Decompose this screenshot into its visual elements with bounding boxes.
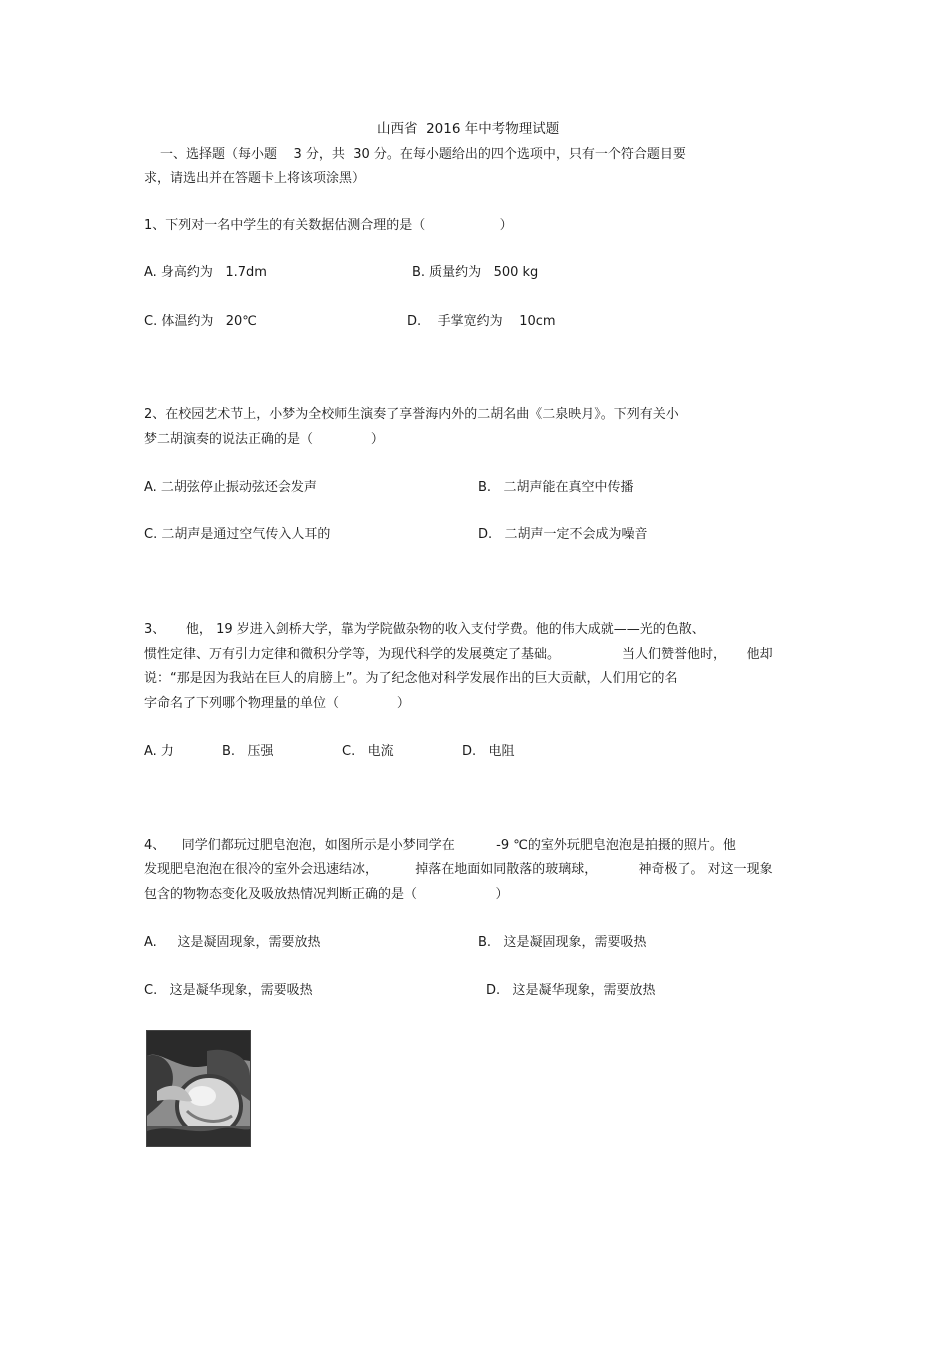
option-d: D. 手掌宽约为 10cm: [407, 314, 556, 329]
question-stem-line: 3、 他， 19 岁进入剑桥大学，靠为学院做杂物的收入支付学费。他的伟大成就——光的色散、: [144, 622, 705, 637]
option-b: B. 这是凝固现象，需要吸热: [478, 935, 647, 950]
option-a: A. 这是凝固现象，需要放热: [144, 935, 321, 950]
section-header-line-2: 求，请选出并在答题卡上将该项涂黑）: [144, 171, 366, 186]
option-d: D. 这是凝华现象，需要放热: [486, 983, 656, 998]
question-stem-line: 1、下列对一名中学生的有关数据估测合理的是（ ）: [144, 218, 513, 233]
frozen-soap-bubble-photo: [146, 1030, 251, 1147]
question-stem-line: 4、 同学们都玩过肥皂泡泡，如图所示是小梦同学在 -9 ℃的室外玩肥皂泡泡是拍摄的照片。他: [144, 838, 736, 853]
question-stem-line: 2、在校园艺术节上，小梦为全校师生演奏了享誉海内外的二胡名曲《二泉映月》。下列有关小: [144, 407, 679, 422]
question-stem-line: 字命名了下列哪个物理量的单位（ ）: [144, 696, 410, 711]
option-b: B. 压强: [222, 744, 274, 759]
option-d: D. 二胡声一定不会成为噪音: [478, 527, 648, 542]
option-c: C. 这是凝华现象，需要吸热: [144, 983, 313, 998]
option-d: D. 电阻: [462, 744, 515, 759]
option-c: C. 体温约为 20℃: [144, 314, 257, 329]
option-a: A. 身高约为 1.7dm: [144, 265, 267, 280]
section-header-line-1: 一、选择题（每小题 3 分，共 30 分。在每小题给出的四个选项中，只有一个符合题目要: [160, 147, 686, 162]
question-stem-line: 包含的物物态变化及吸放热情况判断正确的是（ ）: [144, 887, 509, 902]
option-b: B. 质量约为 500 kg: [412, 265, 539, 280]
question-stem-line: 说：“那是因为我站在巨人的肩膀上”。为了纪念他对科学发展作出的巨大贡献，人们用它的名: [144, 671, 678, 686]
option-a: A. 二胡弦停止振动弦还会发声: [144, 480, 317, 495]
question-stem-line: 惯性定律、万有引力定律和微积分学等，为现代科学的发展奠定了基础。 当人们赞誉他时， 他却: [144, 647, 773, 662]
option-a: A. 力: [144, 744, 174, 759]
question-stem-line: 梦二胡演奏的说法正确的是（ ）: [144, 432, 384, 447]
option-c: C. 二胡声是通过空气传入人耳的: [144, 527, 331, 542]
page-title: 山西省 2016 年中考物理试题: [377, 121, 560, 137]
option-c: C. 电流: [342, 744, 394, 759]
question-stem-line: 发现肥皂泡泡在很冷的室外会迅速结冰， 掉落在地面如同散落的玻璃球， 神奇极了。 对这一现象: [144, 862, 773, 877]
option-b: B. 二胡声能在真空中传播: [478, 480, 634, 495]
